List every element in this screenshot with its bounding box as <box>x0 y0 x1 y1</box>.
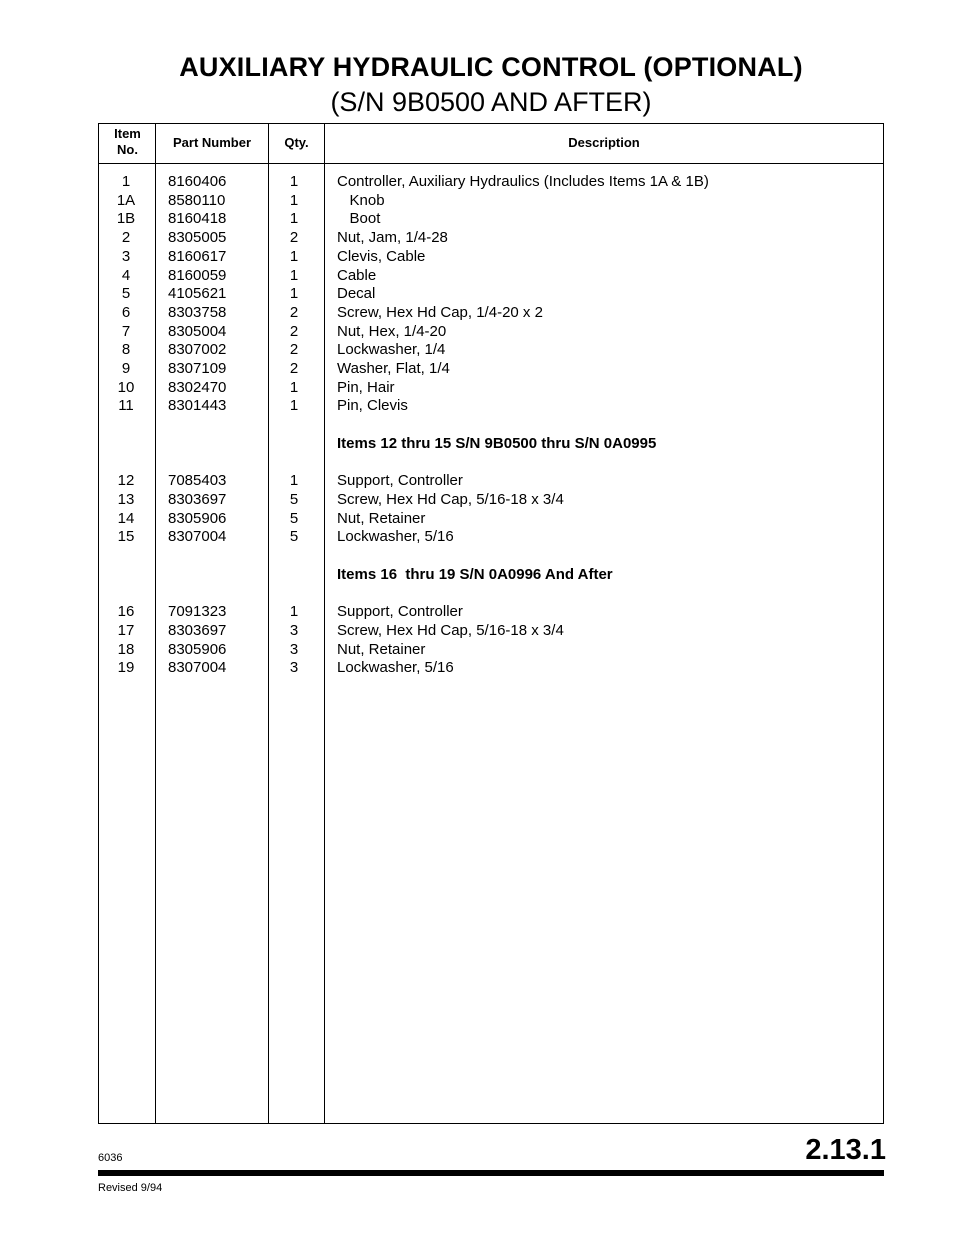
cell-item-no: 10 <box>117 378 135 396</box>
cell-description: Decal <box>337 285 376 303</box>
cell-description: Lockwasher, 5/16 <box>337 659 454 677</box>
cell-description: Nut, Jam, 1/4-28 <box>337 229 448 247</box>
cell-description: Controller, Auxiliary Hydraulics (Includes Items 1A & 1B) <box>337 173 709 190</box>
cell-part-number: 8302470 <box>168 378 227 396</box>
header-item-no <box>99 126 156 158</box>
column-divider-item <box>155 123 156 1124</box>
cell-qty: 2 <box>289 341 299 359</box>
cell-qty: 5 <box>289 528 299 546</box>
revision-date: Revised 9/94 <box>98 1182 163 1194</box>
cell-qty: 1 <box>289 247 299 265</box>
cell-qty: 2 <box>289 229 299 247</box>
document-code: 6036 <box>98 1152 123 1164</box>
cell-item-no: 1 <box>121 173 131 190</box>
column-divider-qty <box>324 123 325 1124</box>
cell-item-no: 11 <box>118 397 134 415</box>
cell-qty: 1 <box>289 266 299 284</box>
cell-description: Screw, Hex Hd Cap, 5/16-18 x 3/4 <box>337 621 564 639</box>
cell-description: Clevis, Cable <box>337 247 426 265</box>
cell-item-no: 6 <box>121 303 131 321</box>
cell-item-no: 15 <box>117 528 135 546</box>
cell-description: Nut, Retainer <box>337 509 426 527</box>
footer-rule <box>98 1170 884 1176</box>
cell-item-no: 4 <box>121 266 131 284</box>
cell-part-number: 7085403 <box>168 472 227 490</box>
cell-qty: 1 <box>289 472 299 490</box>
cell-part-number: 8303697 <box>168 621 227 639</box>
header-part-number: Part Number <box>172 135 252 150</box>
cell-qty: 5 <box>289 509 299 527</box>
cell-qty: 1 <box>289 210 299 228</box>
cell-description: Boot <box>337 210 381 228</box>
section-note: Items 12 thru 15 S/N 9B0500 thru S/N 0A0995 <box>337 434 657 452</box>
cell-item-no: 7 <box>121 322 131 340</box>
cell-qty: 1 <box>289 397 299 415</box>
cell-item-no: 1A <box>116 191 136 209</box>
cell-description: Knob <box>337 191 385 209</box>
cell-description: Cable <box>337 266 377 284</box>
cell-description: Pin, Hair <box>337 378 395 396</box>
cell-part-number: 8305005 <box>168 229 227 247</box>
cell-qty: 2 <box>289 322 299 340</box>
cell-part-number: 8303758 <box>168 303 227 321</box>
cell-item-no: 5 <box>121 285 131 303</box>
cell-part-number: 7091323 <box>168 603 227 621</box>
cell-description: Screw, Hex Hd Cap, 1/4-20 x 2 <box>337 303 543 321</box>
cell-item-no: 13 <box>117 490 135 508</box>
cell-part-number: 8160418 <box>168 210 227 228</box>
cell-description: Screw, Hex Hd Cap, 5/16-18 x 3/4 <box>337 490 564 508</box>
cell-part-number: 8580110 <box>168 191 226 209</box>
cell-qty: 2 <box>289 303 299 321</box>
header-qty: Qty. <box>284 135 309 150</box>
cell-qty: 1 <box>289 191 299 209</box>
cell-qty: 3 <box>289 621 299 639</box>
cell-qty: 3 <box>289 640 299 658</box>
section-note: Items 16 thru 19 S/N 0A0996 And After <box>337 565 613 583</box>
cell-item-no: 19 <box>117 659 135 677</box>
cell-part-number: 8307002 <box>168 341 227 359</box>
cell-description: Lockwasher, 5/16 <box>337 528 454 546</box>
cell-description: Nut, Retainer <box>337 640 426 658</box>
header-item-line2: No. <box>117 142 138 157</box>
cell-part-number: 8160617 <box>168 247 227 265</box>
cell-part-number: 8307004 <box>168 528 227 546</box>
cell-description: Support, Controller <box>337 603 463 621</box>
cell-part-number: 8303697 <box>168 490 227 508</box>
cell-item-no: 14 <box>117 509 135 527</box>
cell-qty: 2 <box>289 360 299 377</box>
header-description: Description <box>568 135 640 150</box>
cell-description: Nut, Hex, 1/4-20 <box>337 322 447 340</box>
cell-part-number: 8305004 <box>168 322 227 340</box>
page-number: 2.13.1 <box>805 1134 886 1166</box>
cell-part-number: 8305906 <box>168 509 227 527</box>
cell-part-number: 8301443 <box>168 397 227 415</box>
cell-description: Pin, Clevis <box>337 397 408 415</box>
cell-qty: 1 <box>289 173 299 190</box>
cell-part-number: 8160059 <box>168 266 227 284</box>
cell-item-no: 9 <box>121 360 131 377</box>
cell-item-no: 8 <box>121 341 131 359</box>
header-divider <box>98 163 884 164</box>
cell-item-no: 2 <box>121 229 131 247</box>
cell-item-no: 17 <box>117 621 135 639</box>
cell-part-number: 8305906 <box>168 640 227 658</box>
cell-item-no: 1B <box>116 210 136 228</box>
cell-part-number: 4105621 <box>168 285 227 303</box>
cell-description: Lockwasher, 1/4 <box>337 341 446 359</box>
cell-qty: 5 <box>289 490 299 508</box>
cell-item-no: 12 <box>117 472 135 490</box>
cell-qty: 1 <box>289 378 299 396</box>
cell-item-no: 18 <box>117 640 135 658</box>
cell-qty: 1 <box>289 285 299 303</box>
cell-item-no: 3 <box>121 247 131 265</box>
header-item-line1: Item <box>114 126 141 141</box>
cell-qty: 3 <box>289 659 299 677</box>
cell-description: Washer, Flat, 1/4 <box>337 360 450 377</box>
cell-part-number: 8307109 <box>168 360 227 377</box>
cell-item-no: 16 <box>117 603 135 621</box>
page-subtitle: (S/N 9B0500 AND AFTER) <box>330 87 652 117</box>
cell-part-number: 8307004 <box>168 659 227 677</box>
page-title: AUXILIARY HYDRAULIC CONTROL (OPTIONAL) <box>179 52 803 82</box>
cell-qty: 1 <box>289 603 299 621</box>
cell-description: Support, Controller <box>337 472 463 490</box>
cell-part-number: 8160406 <box>168 173 227 190</box>
